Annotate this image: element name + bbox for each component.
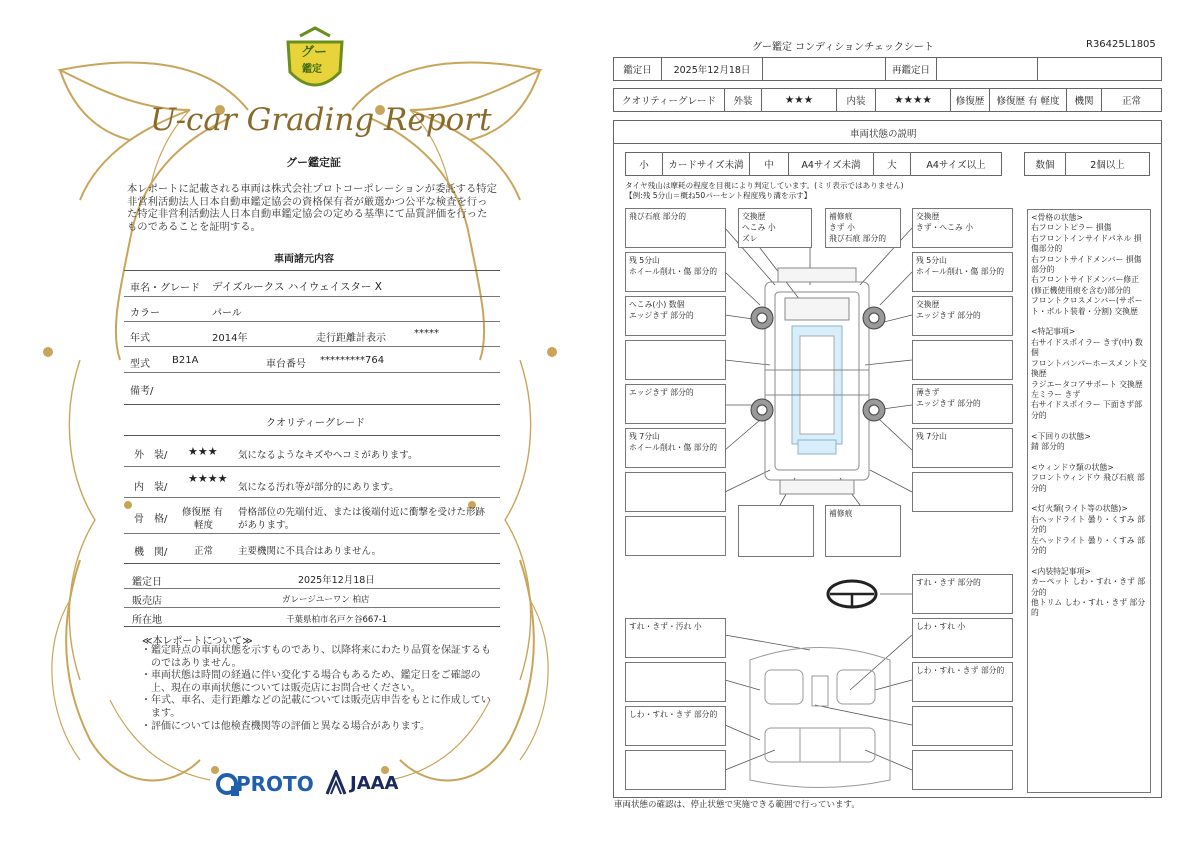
- callout-box: すれ・きず 部分的: [912, 574, 1013, 614]
- chassis-label: 車台番号: [266, 359, 306, 370]
- callout-box: しわ・すれ 小: [912, 618, 1013, 658]
- summary-line: 錆 部分的: [1031, 441, 1065, 451]
- engine-value: 正常: [1101, 88, 1162, 112]
- callout-box: 残 7分山 ホイール削れ・傷 部分的: [625, 428, 726, 468]
- callout-box: [625, 750, 726, 790]
- summary-line: [1031, 494, 1147, 504]
- location-value: 千葉県柏市名戸ケ谷667-1: [286, 615, 388, 625]
- summary-line: 右サイドスポイラー 下面きず部分的: [1031, 400, 1143, 420]
- divider: [124, 372, 500, 373]
- size-small: 小: [625, 152, 663, 176]
- summary-line: [1031, 317, 1147, 327]
- interior-desc: 気になる汚れ等が部分的にあります。: [238, 482, 399, 493]
- divider: [124, 435, 500, 436]
- divider: [124, 346, 500, 347]
- summary-line: 右フロントインサイドパネル 損傷部分的: [1031, 233, 1142, 254]
- summary-line: 右フロントピラー 損傷: [1031, 223, 1112, 233]
- summary-line: 右フロントサイドメンバー修正(修正機使用痕を含む)部分的: [1031, 275, 1139, 295]
- chassis-value: *********764: [320, 355, 385, 366]
- summary-line: <灯火類(ライト等の状態)>: [1031, 504, 1128, 514]
- jaaa-logo-text: JAAA: [350, 773, 399, 794]
- callout-box: 交換歴 きず・へこみ 小: [912, 208, 1013, 248]
- callout-box: [625, 516, 726, 556]
- callout-box: すれ・きず・汚れ 小: [625, 618, 726, 658]
- summary-line: <特記事項>: [1031, 327, 1076, 337]
- callout-box: [912, 706, 1013, 746]
- repair-value: 修復歴 有 軽度: [989, 88, 1067, 112]
- exterior-desc: 気になるようなキズやヘコミがあります。: [238, 450, 418, 461]
- count-desc: 2個以上: [1065, 152, 1150, 176]
- jaaa-logo-icon: [325, 770, 347, 796]
- callout-box: [912, 750, 1013, 790]
- tire-note-example: 【例:残 5分山＝概ね50パーセント程度残り溝を示す】: [625, 191, 812, 200]
- frame-value-severity: 軽度: [194, 520, 214, 531]
- footer-note: 車両状態の確認は、停止状態で実施できる範囲で行っています。: [614, 800, 860, 810]
- proto-logo-text: PROTO: [236, 772, 314, 796]
- callout-box: 補修痕 きず 小 飛び石痕 部分的: [825, 208, 901, 248]
- summary-line: フロントウィンドウ 飛び石痕 部分的: [1031, 473, 1145, 493]
- sheet-id: R36425L1805: [1086, 39, 1156, 50]
- summary-line: <下回りの状態>: [1031, 431, 1091, 441]
- appraisal-date-value: 2025年12月18日: [661, 57, 763, 81]
- note-item: ・車両状態は時間の経過に伴い変化する場合もあるため、鑑定日をご確認の上、現在の車両状態については販売店にお問合せください。: [141, 670, 481, 694]
- summary-line: 左ヘッドライト 曇り・くすみ 部分的: [1031, 535, 1145, 555]
- name-grade-value: デイズルークス ハイウェイスター X: [212, 281, 382, 293]
- callout-box: しわ・すれ・きず 部分的: [625, 706, 726, 746]
- exterior-stars: ★★★: [761, 88, 837, 112]
- color-value: パール: [212, 308, 242, 319]
- specs-title: 車両諸元内容: [274, 254, 334, 265]
- size-medium: 中: [749, 152, 789, 176]
- location-label: 所在地: [132, 615, 162, 626]
- callout-box: [912, 472, 1013, 512]
- interior-stars: ★★★★: [188, 472, 228, 485]
- callout-box: 残 7分山: [912, 428, 1013, 468]
- callout-box: 交換歴 エッジきず 部分的: [912, 296, 1013, 336]
- model-value: B21A: [172, 355, 199, 366]
- summary-line: <ウィンドウ類の状態>: [1031, 462, 1114, 472]
- callout-box: へこみ(小) 数個 エッジきず 部分的: [625, 296, 726, 336]
- year-value: 2014年: [212, 333, 248, 344]
- callout-box: 残 5分山 ホイール削れ・傷 部分的: [912, 252, 1013, 292]
- divider: [124, 497, 500, 498]
- exterior-label: 外 装/: [134, 450, 168, 461]
- certificate-title: グー鑑定証: [286, 156, 341, 169]
- condition-check-sheet: [600, 0, 1200, 848]
- appraisal-date-value: 2025年12月18日: [298, 575, 375, 586]
- callout-box: エッジきず 部分的: [625, 384, 726, 424]
- model-label: 型式: [130, 359, 150, 370]
- summary-line: 右サイドスポイラー きず(中) 数個: [1031, 337, 1143, 358]
- summary-line: 左ミラー きず: [1031, 389, 1081, 399]
- mileage-value: *****: [414, 328, 439, 339]
- callout-box: [738, 505, 814, 557]
- divider: [124, 607, 500, 608]
- color-label: カラー: [130, 308, 160, 319]
- summary-line: ラジエータコアサポート 交換歴: [1031, 379, 1143, 389]
- summary-line: [1031, 452, 1147, 462]
- interior-stars: ★★★★: [875, 88, 951, 112]
- callout-box: 薄きず エッジきず 部分的: [912, 384, 1013, 424]
- summary-line: <骨格の状態>: [1031, 213, 1084, 222]
- callout-box: [625, 472, 726, 512]
- divider: [124, 321, 500, 322]
- steering-wheel-icon: [828, 581, 876, 607]
- callout-box: しわ・すれ・きず 部分的: [912, 662, 1013, 702]
- size-medium-desc: A4サイズ未満: [788, 152, 874, 176]
- dealer-value: ガレージユーワン 柏店: [282, 595, 370, 605]
- quality-title: クオリティーグレード: [266, 418, 365, 429]
- frame-label: 骨 格/: [134, 514, 168, 525]
- note-item: ・年式、車名、走行距離などの記載については販売店申告をもとに作成しています。: [141, 695, 491, 719]
- frame-desc-cont: があります。: [238, 520, 295, 531]
- summary-line: 右ヘッドライト 曇り・くすみ 部分的: [1031, 514, 1145, 535]
- remarks-label: 備考/: [130, 386, 154, 397]
- engine-value: 正常: [194, 546, 214, 557]
- callout-box: [912, 340, 1013, 380]
- divider: [124, 404, 500, 405]
- note-item: ・鑑定時点の車両状態を示すものであり、以降将来にわたり品質を保証するものではありません。: [141, 645, 491, 669]
- divider: [124, 466, 500, 467]
- divider: [124, 563, 500, 564]
- tire-note: タイヤ残山は摩耗の程度を目視により判定しています。(ミリ表示ではありません): [625, 181, 904, 190]
- quality-grade-label: クオリティーグレード: [613, 88, 725, 112]
- callout-box: 残 5分山 ホイール削れ・傷 部分的: [625, 252, 726, 292]
- divider: [124, 588, 500, 589]
- report-title: U-car Grading Report: [150, 102, 492, 138]
- divider: [124, 296, 500, 297]
- condition-summary: [1027, 209, 1151, 793]
- summary-line: 他トリム しわ・すれ・きず 部分的: [1031, 598, 1146, 618]
- exterior-label: 外装: [724, 88, 762, 112]
- name-grade-label: 車名・グレード: [130, 283, 200, 294]
- divider: [124, 626, 500, 627]
- engine-label: 機 関/: [134, 547, 168, 558]
- size-large-desc: A4サイズ以上: [910, 152, 1002, 176]
- summary-line: カーペット しわ・すれ・きず 部分的: [1031, 577, 1146, 597]
- engine-label: 機関: [1066, 88, 1102, 112]
- dealer-label: 販売店: [132, 596, 162, 607]
- summary-line: フロントクロスメンバー(サポート・ボルト装着・分割) 交換歴: [1031, 296, 1143, 316]
- divider: [124, 533, 500, 534]
- exterior-stars: ★★★: [188, 445, 218, 458]
- divider: [124, 270, 500, 271]
- note-item: ・評価については他検査機関等の評価と異なる場合があります。: [141, 720, 430, 732]
- frame-value: 修復歴 有: [182, 507, 224, 518]
- mileage-label: 走行距離計表示: [316, 333, 386, 344]
- year-label: 年式: [130, 333, 150, 344]
- interior-label: 内 装/: [134, 482, 168, 493]
- notes-list: [141, 645, 491, 733]
- reappraisal-label: 再鑑定日: [885, 57, 937, 81]
- summary-line: <内装特記事項>: [1031, 566, 1091, 576]
- size-small-desc: カードサイズ未満: [662, 152, 750, 176]
- summary-line: [1031, 421, 1147, 431]
- repair-label: 修復歴: [950, 88, 990, 112]
- certificate-text: 本レポートに記載される車両は株式会社プロトコーポレーションが委託する特定非営利活動法人日本自動車鑑定協会の資格保有者が厳選かつ公平な検査を行った特定非営利活動法人日本自動車鑑定協会の定める基準にて品質評価を行ったものであることを証明する。: [127, 183, 497, 233]
- summary-line: [1031, 556, 1147, 566]
- count-label: 数個: [1024, 152, 1066, 176]
- appraisal-date-label: 鑑定日: [613, 57, 662, 81]
- notes-title: ≪本レポートについて≫: [142, 636, 253, 647]
- badge-bottom-text: 鑑定: [302, 64, 322, 75]
- summary-line: 右フロントサイドメンバー 損傷部分的: [1031, 254, 1142, 275]
- callout-box: [625, 340, 726, 380]
- appraisal-date-label: 鑑定日: [132, 577, 162, 588]
- condition-title: 車両状態の説明: [850, 129, 917, 140]
- interior-label: 内装: [836, 88, 876, 112]
- size-large: 大: [873, 152, 911, 176]
- frame-desc: 骨格部位の先端付近、または後端付近に衝撃を受けた形跡: [238, 507, 486, 518]
- callout-box: 飛び石痕 部分的: [625, 208, 726, 248]
- sheet-title: グー鑑定 コンディションチェックシート: [752, 42, 934, 53]
- callout-box: 交換歴 へこみ 小 ズレ: [738, 208, 812, 248]
- callout-box: 補修痕: [825, 505, 901, 557]
- badge-top-text: グー: [301, 45, 328, 60]
- summary-line: フロントバンパーホースメント交換歴: [1031, 358, 1147, 379]
- engine-desc: 主要機関に不具合はありません。: [238, 546, 382, 557]
- callout-box: [625, 662, 726, 702]
